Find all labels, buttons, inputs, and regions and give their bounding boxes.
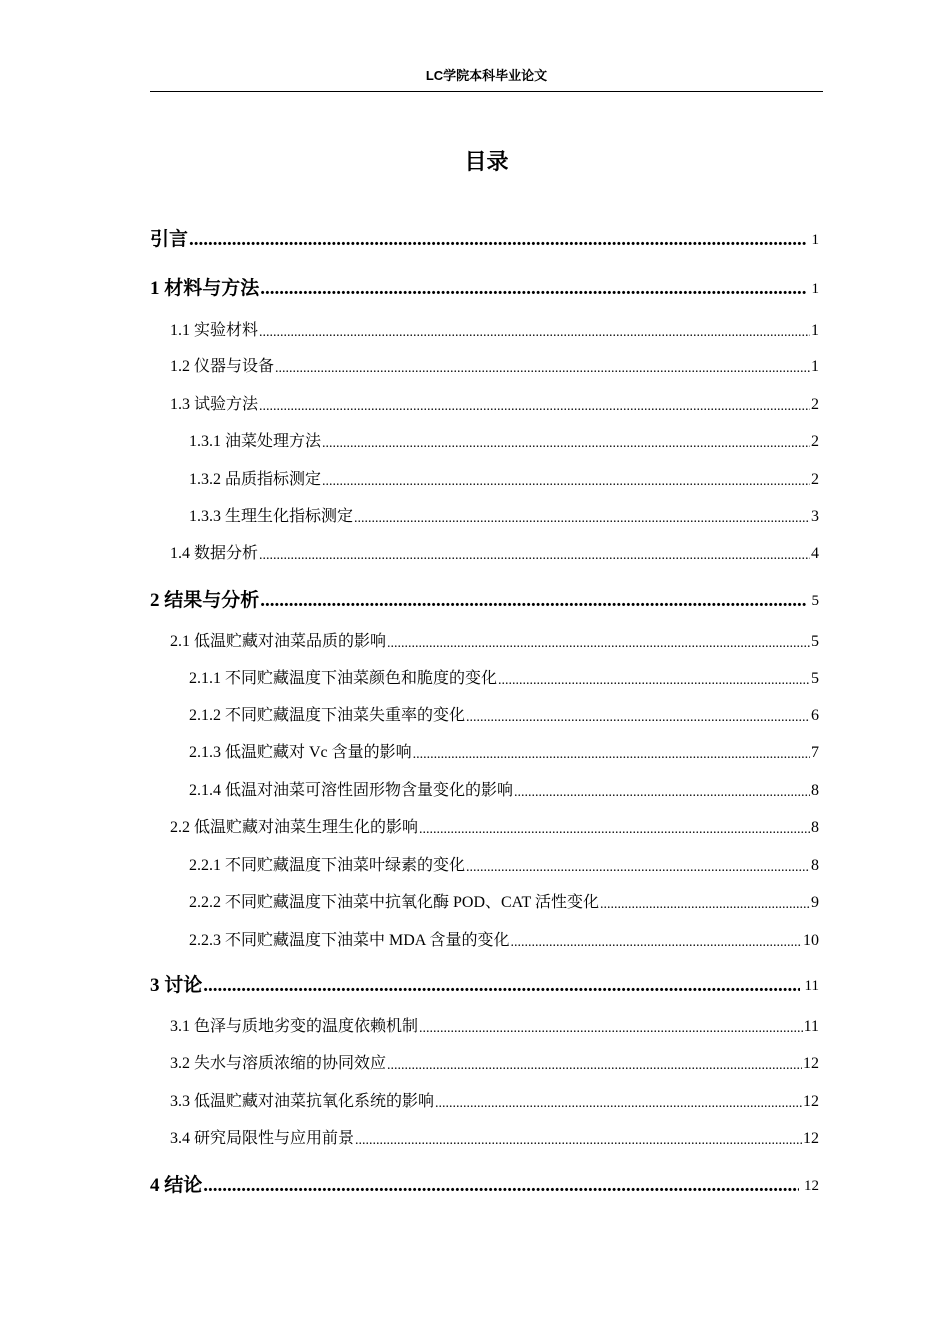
toc-entry-page-number: 11 — [804, 978, 819, 994]
dot-leader — [514, 784, 810, 802]
dot-leader — [510, 934, 802, 952]
toc-entry-level-2[interactable] — [170, 356, 819, 378]
dot-leader — [260, 587, 806, 615]
toc-entry-label: 3 讨论 — [150, 975, 203, 996]
toc-entry-level-3[interactable] — [189, 506, 819, 528]
toc-entry-level-3[interactable] — [189, 742, 819, 764]
dot-leader — [419, 821, 810, 839]
toc-entry-level-3[interactable] — [189, 431, 819, 453]
toc-entry-level-3[interactable] — [189, 469, 819, 491]
toc-entry-level-2[interactable] — [170, 1053, 819, 1075]
toc-entry-label: 2.2.1 不同贮藏温度下油菜叶绿素的变化 — [189, 857, 466, 874]
toc-entry-label: 2 结果与分析 — [150, 590, 260, 611]
toc-entry-level-1[interactable] — [150, 275, 819, 303]
toc-entry-label: 3.4 研究局限性与应用前景 — [170, 1130, 355, 1147]
toc-entry-label: 2.1.4 低温对油菜可溶性固形物含量变化的影响 — [189, 782, 514, 799]
toc-entry-level-2[interactable] — [170, 631, 819, 653]
toc-entry-page-number: 8 — [811, 782, 819, 799]
toc-entry-page-number: 2 — [811, 471, 819, 488]
toc-entry-label: 3.3 低温贮藏对油菜抗氧化系统的影响 — [170, 1093, 435, 1110]
dot-leader — [600, 896, 810, 914]
toc-entry-page-number: 3 — [811, 508, 819, 525]
toc-entry-level-2[interactable] — [170, 1128, 819, 1150]
toc-entry-level-1[interactable] — [150, 972, 819, 1000]
toc-entry-label: 1.3.2 品质指标测定 — [189, 471, 322, 488]
toc-entry-page-number: 8 — [811, 857, 819, 874]
toc-entry-page-number: 1 — [811, 322, 819, 339]
toc-entry-page-number: 5 — [811, 633, 819, 650]
toc-entry-level-3[interactable] — [189, 780, 819, 802]
toc-entry-page-number: 8 — [811, 819, 819, 836]
toc-entry-level-1[interactable] — [150, 1172, 819, 1200]
toc-entry-label: 引言 — [150, 229, 189, 250]
toc-entry-label: 4 结论 — [150, 1175, 203, 1196]
toc-entry-level-2[interactable] — [170, 543, 819, 565]
toc-entry-level-1[interactable] — [150, 226, 819, 254]
toc-entry-page-number: 6 — [811, 707, 819, 724]
toc-entry-label: 2.1.2 不同贮藏温度下油菜失重率的变化 — [189, 707, 466, 724]
dot-leader — [322, 435, 810, 453]
toc-entry-page-number: 2 — [811, 396, 819, 413]
toc-entry-level-3[interactable] — [189, 930, 819, 952]
toc-entry-page-number: 7 — [811, 744, 819, 761]
toc-entry-level-2[interactable] — [170, 1016, 819, 1038]
toc-entry-level-2[interactable] — [170, 320, 819, 342]
toc-entry-label: 2.2.2 不同贮藏温度下油菜中抗氧化酶 POD、CAT 活性变化 — [189, 894, 599, 911]
toc-entry-label: 1.4 数据分析 — [170, 545, 259, 562]
toc-entry-label: 2.1 低温贮藏对油菜品质的影响 — [170, 633, 387, 650]
dot-leader — [260, 275, 806, 303]
toc-entry-page-number: 12 — [804, 1178, 819, 1194]
toc-entry-page-number: 11 — [803, 1018, 819, 1035]
toc-entry-level-3[interactable] — [189, 705, 819, 727]
toc-entry-page-number: 4 — [811, 545, 819, 562]
toc-entry-level-2[interactable] — [170, 394, 819, 416]
dot-leader — [189, 226, 806, 254]
toc-entry-page-number: 12 — [803, 1093, 819, 1110]
toc-entry-label: 1.3.3 生理生化指标测定 — [189, 508, 354, 525]
dot-leader — [259, 398, 810, 416]
toc-entry-level-3[interactable] — [189, 855, 819, 877]
dot-leader — [413, 746, 810, 764]
toc-entry-label: 2.2.3 不同贮藏温度下油菜中 MDA 含量的变化 — [189, 932, 510, 949]
dot-leader — [498, 672, 810, 690]
toc-entry-level-2[interactable] — [170, 817, 819, 839]
toc-entry-level-1[interactable] — [150, 587, 819, 615]
dot-leader — [355, 1132, 802, 1150]
dot-leader — [387, 1057, 802, 1075]
toc-entry-level-3[interactable] — [189, 668, 819, 690]
dot-leader — [387, 635, 810, 653]
toc-entry-page-number: 2 — [811, 433, 819, 450]
dot-leader — [466, 709, 810, 727]
dot-leader — [203, 972, 799, 1000]
toc-entry-page-number: 9 — [811, 894, 819, 911]
toc-entry-level-2[interactable] — [170, 1091, 819, 1113]
dot-leader — [466, 859, 810, 877]
toc-entry-page-number: 1 — [811, 232, 819, 248]
toc-entry-level-3[interactable] — [189, 892, 819, 914]
dot-leader — [435, 1095, 802, 1113]
page-title: 目录 — [464, 150, 509, 175]
toc-entry-page-number: 1 — [811, 358, 819, 375]
dot-leader — [322, 473, 810, 491]
dot-leader — [203, 1172, 799, 1200]
toc-entry-label: 3.2 失水与溶质浓缩的协同效应 — [170, 1055, 387, 1072]
toc-entry-label: 2.2 低温贮藏对油菜生理生化的影响 — [170, 819, 419, 836]
running-header: LC学院本科毕业论文 — [425, 68, 548, 83]
toc-entry-label: 2.1.3 低温贮藏对 Vc 含量的影响 — [189, 744, 412, 761]
toc-entry-label: 1.3 试验方法 — [170, 396, 259, 413]
toc-entry-label: 1.2 仪器与设备 — [170, 358, 275, 375]
dot-leader — [259, 547, 810, 565]
toc-entry-label: 2.1.1 不同贮藏温度下油菜颜色和脆度的变化 — [189, 670, 498, 687]
dot-leader — [419, 1020, 803, 1038]
dot-leader — [275, 360, 810, 378]
toc-entry-page-number: 10 — [803, 932, 819, 949]
toc-entry-label: 3.1 色泽与质地劣变的温度依赖机制 — [170, 1018, 419, 1035]
toc-entry-page-number: 12 — [803, 1055, 819, 1072]
dot-leader — [354, 510, 810, 528]
toc-entry-page-number: 1 — [811, 281, 819, 297]
toc-entry-label: 1.3.1 油菜处理方法 — [189, 433, 322, 450]
dot-leader — [259, 324, 810, 342]
toc-entry-label: 1 材料与方法 — [150, 278, 260, 299]
toc-entry-label: 1.1 实验材料 — [170, 322, 259, 339]
toc-entry-page-number: 5 — [811, 670, 819, 687]
toc-entry-page-number: 5 — [811, 593, 819, 609]
toc-entry-page-number: 12 — [803, 1130, 819, 1147]
